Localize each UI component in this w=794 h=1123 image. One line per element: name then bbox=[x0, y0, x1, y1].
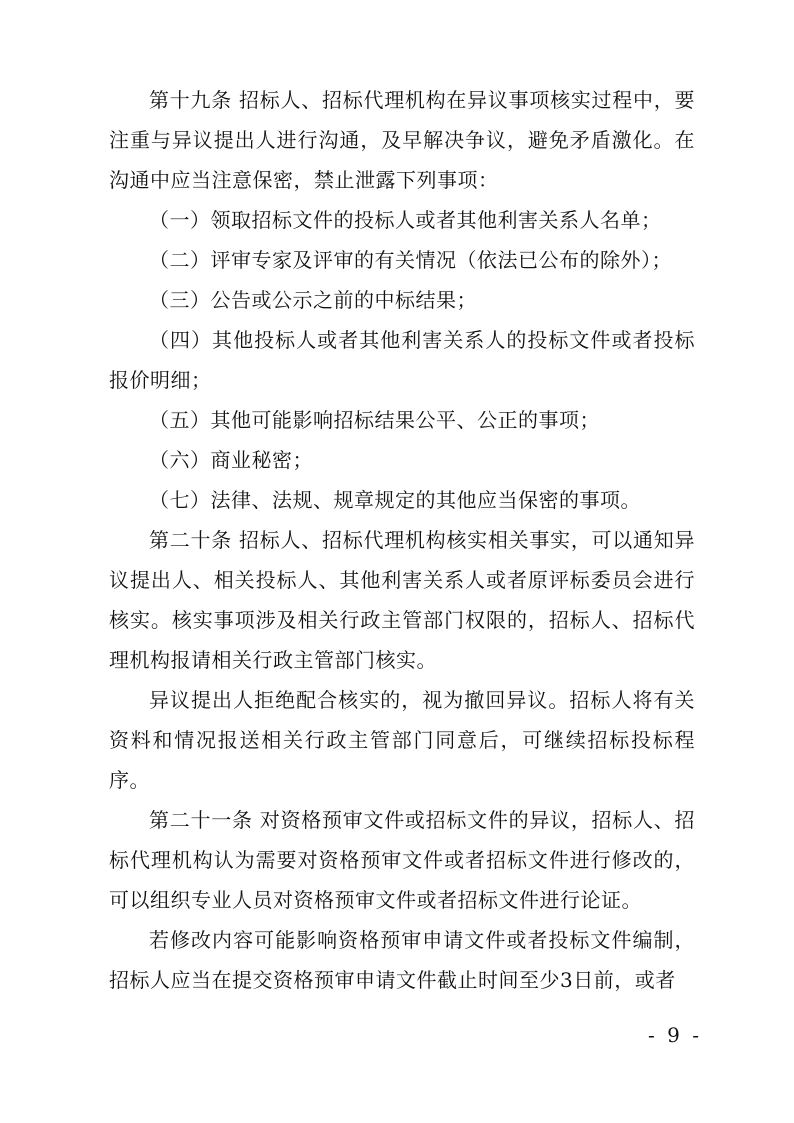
page-number: - 9 - bbox=[648, 1023, 702, 1047]
list-item-1: （一）领取招标文件的投标人或者其他利害关系人名单； bbox=[149, 208, 662, 232]
document-body bbox=[109, 80, 695, 1000]
objection-withdrawal-paragraph: 异议提出人拒绝配合核实的，视为撤回异议。招标人将有关资料和情况报送相关行政主管部门同意后，可继续招标投标程序。 bbox=[109, 688, 695, 792]
list-item-5: （五）其他可能影响招标结果公平、公正的事项； bbox=[149, 408, 600, 432]
list-item-2: （二）评审专家及评审的有关情况（依法已公布的除外）； bbox=[149, 248, 672, 272]
list-item-7: （七）法律、法规、规章规定的其他应当保密的事项。 bbox=[149, 488, 641, 512]
modification-paragraph: 若修改内容可能影响资格预审申请文件或者投标文件编制，招标人应当在提交资格预审申请文件截止时间至少3日前，或者 bbox=[109, 928, 695, 992]
list-item-6: （六）商业秘密； bbox=[149, 448, 313, 472]
article-21-paragraph: 第二十一条 对资格预审文件或招标文件的异议，招标人、招标代理机构认为需要对资格预审文件或者招标文件进行修改的，可以组织专业人员对资格预审文件或者招标文件进行论证。 bbox=[109, 808, 695, 912]
list-item-4: （四）其他投标人或者其他利害关系人的投标文件或者投标报价明细； bbox=[109, 328, 695, 392]
article-20-paragraph: 第二十条 招标人、招标代理机构核实相关事实，可以通知异议提出人、相关投标人、其他利害关系人或者原评标委员会进行核实。核实事项涉及相关行政主管部门权限的，招标人、招标代理机构报请相关行政主管部门核实。 bbox=[109, 528, 695, 672]
article-19-paragraph: 第十九条 招标人、招标代理机构在异议事项核实过程中，要注重与异议提出人进行沟通，及早解决争议，避免矛盾激化。在沟通中应当注意保密，禁止泄露下列事项： bbox=[109, 88, 695, 192]
list-item-3: （三）公告或公示之前的中标结果； bbox=[149, 288, 477, 312]
